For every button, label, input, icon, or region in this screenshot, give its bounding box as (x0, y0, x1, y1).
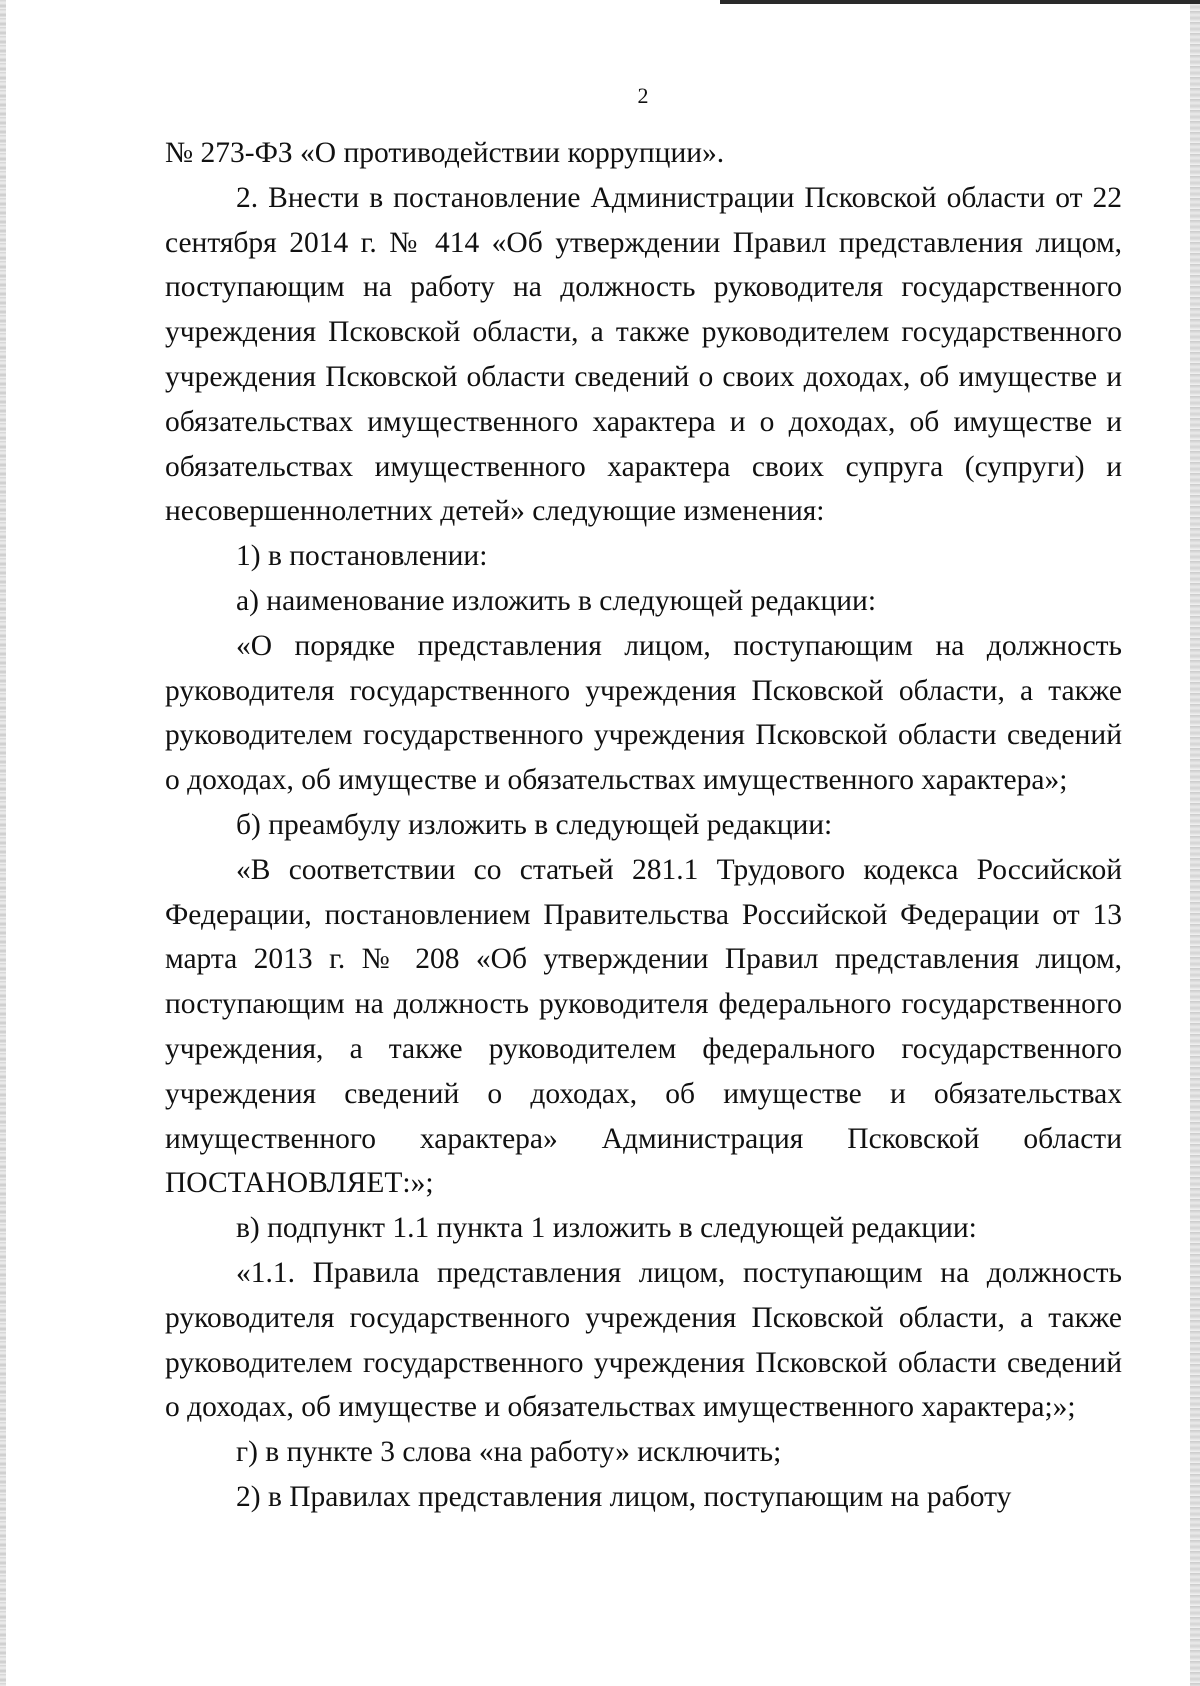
paragraph-subitem-2: 2) в Правилах представления лицом, поступающим на работу (236, 1480, 1012, 1513)
paragraph-subitem-v: в) подпункт 1.1 пункта 1 изложить в следующей редакции: (236, 1212, 977, 1245)
paragraph-subitem-1: 1) в постановлении: (236, 540, 488, 573)
paragraph-new-title-quote: «О порядке представления лицом, поступающим на должность руководителя государственного учреждения Псковской области, а также руководителем государственного учреждения Псковской области сведений о доходах, об имуществе и обязательствах имущественного характера»; (165, 629, 1122, 797)
paragraph-subitem-b: б) преамбулу изложить в следующей редакции: (236, 808, 833, 841)
paragraph-item-2: 2. Внести в постановление Администрации Псковской области от 22 сентября 2014 г. № 414 «Об утверждении Правил представления лицом, поступающим на работу на должность руководителя государственного учреждения Псковской области, а также руководителем государственного учреждения Псковской области сведений о своих доходах, об имуществе и обязательствах имущественного характера и о доходах, об имуществе и обязательствах имущественного характера своих супруга (супруги) и несовершеннолетних детей» следующие изменения: (165, 181, 1122, 528)
paragraph-subitem-g: г) в пункте 3 слова «на работу» исключить; (236, 1436, 782, 1469)
scan-edge-right (1190, 0, 1200, 1686)
scan-edge-top (720, 0, 1200, 4)
paragraph-rule-1-1-quote: «1.1. Правила представления лицом, поступающим на должность руководителя государственного учреждения Псковской области, а также руководителем государственного учреждения Псковской области сведений о доходах, об имуществе и обязательствах имущественного характера;»; (165, 1256, 1122, 1424)
page-number: 2 (637, 83, 649, 108)
paragraph-subitem-a: а) наименование изложить в следующей редакции: (236, 584, 877, 617)
paragraph-law-reference: № 273-ФЗ «О противодействии коррупции». (165, 137, 725, 169)
document-body (165, 131, 1122, 1520)
paragraph-preamble-quote: «В соответствии со статьей 281.1 Трудового кодекса Российской Федерации, постановлением Правительства Российской Федерации от 13 марта 2013 г. № 208 «Об утверждении Правил представления лицом, поступающим на должность руководителя федерального государственного учреждения, а также руководителем федерального государственного учреждения сведений о доходах, об имуществе и обязательствах имущественного характера» Администрация Псковской области ПОСТАНОВЛЯЕТ:»; (165, 853, 1122, 1200)
scan-edge-left (0, 0, 6, 1686)
